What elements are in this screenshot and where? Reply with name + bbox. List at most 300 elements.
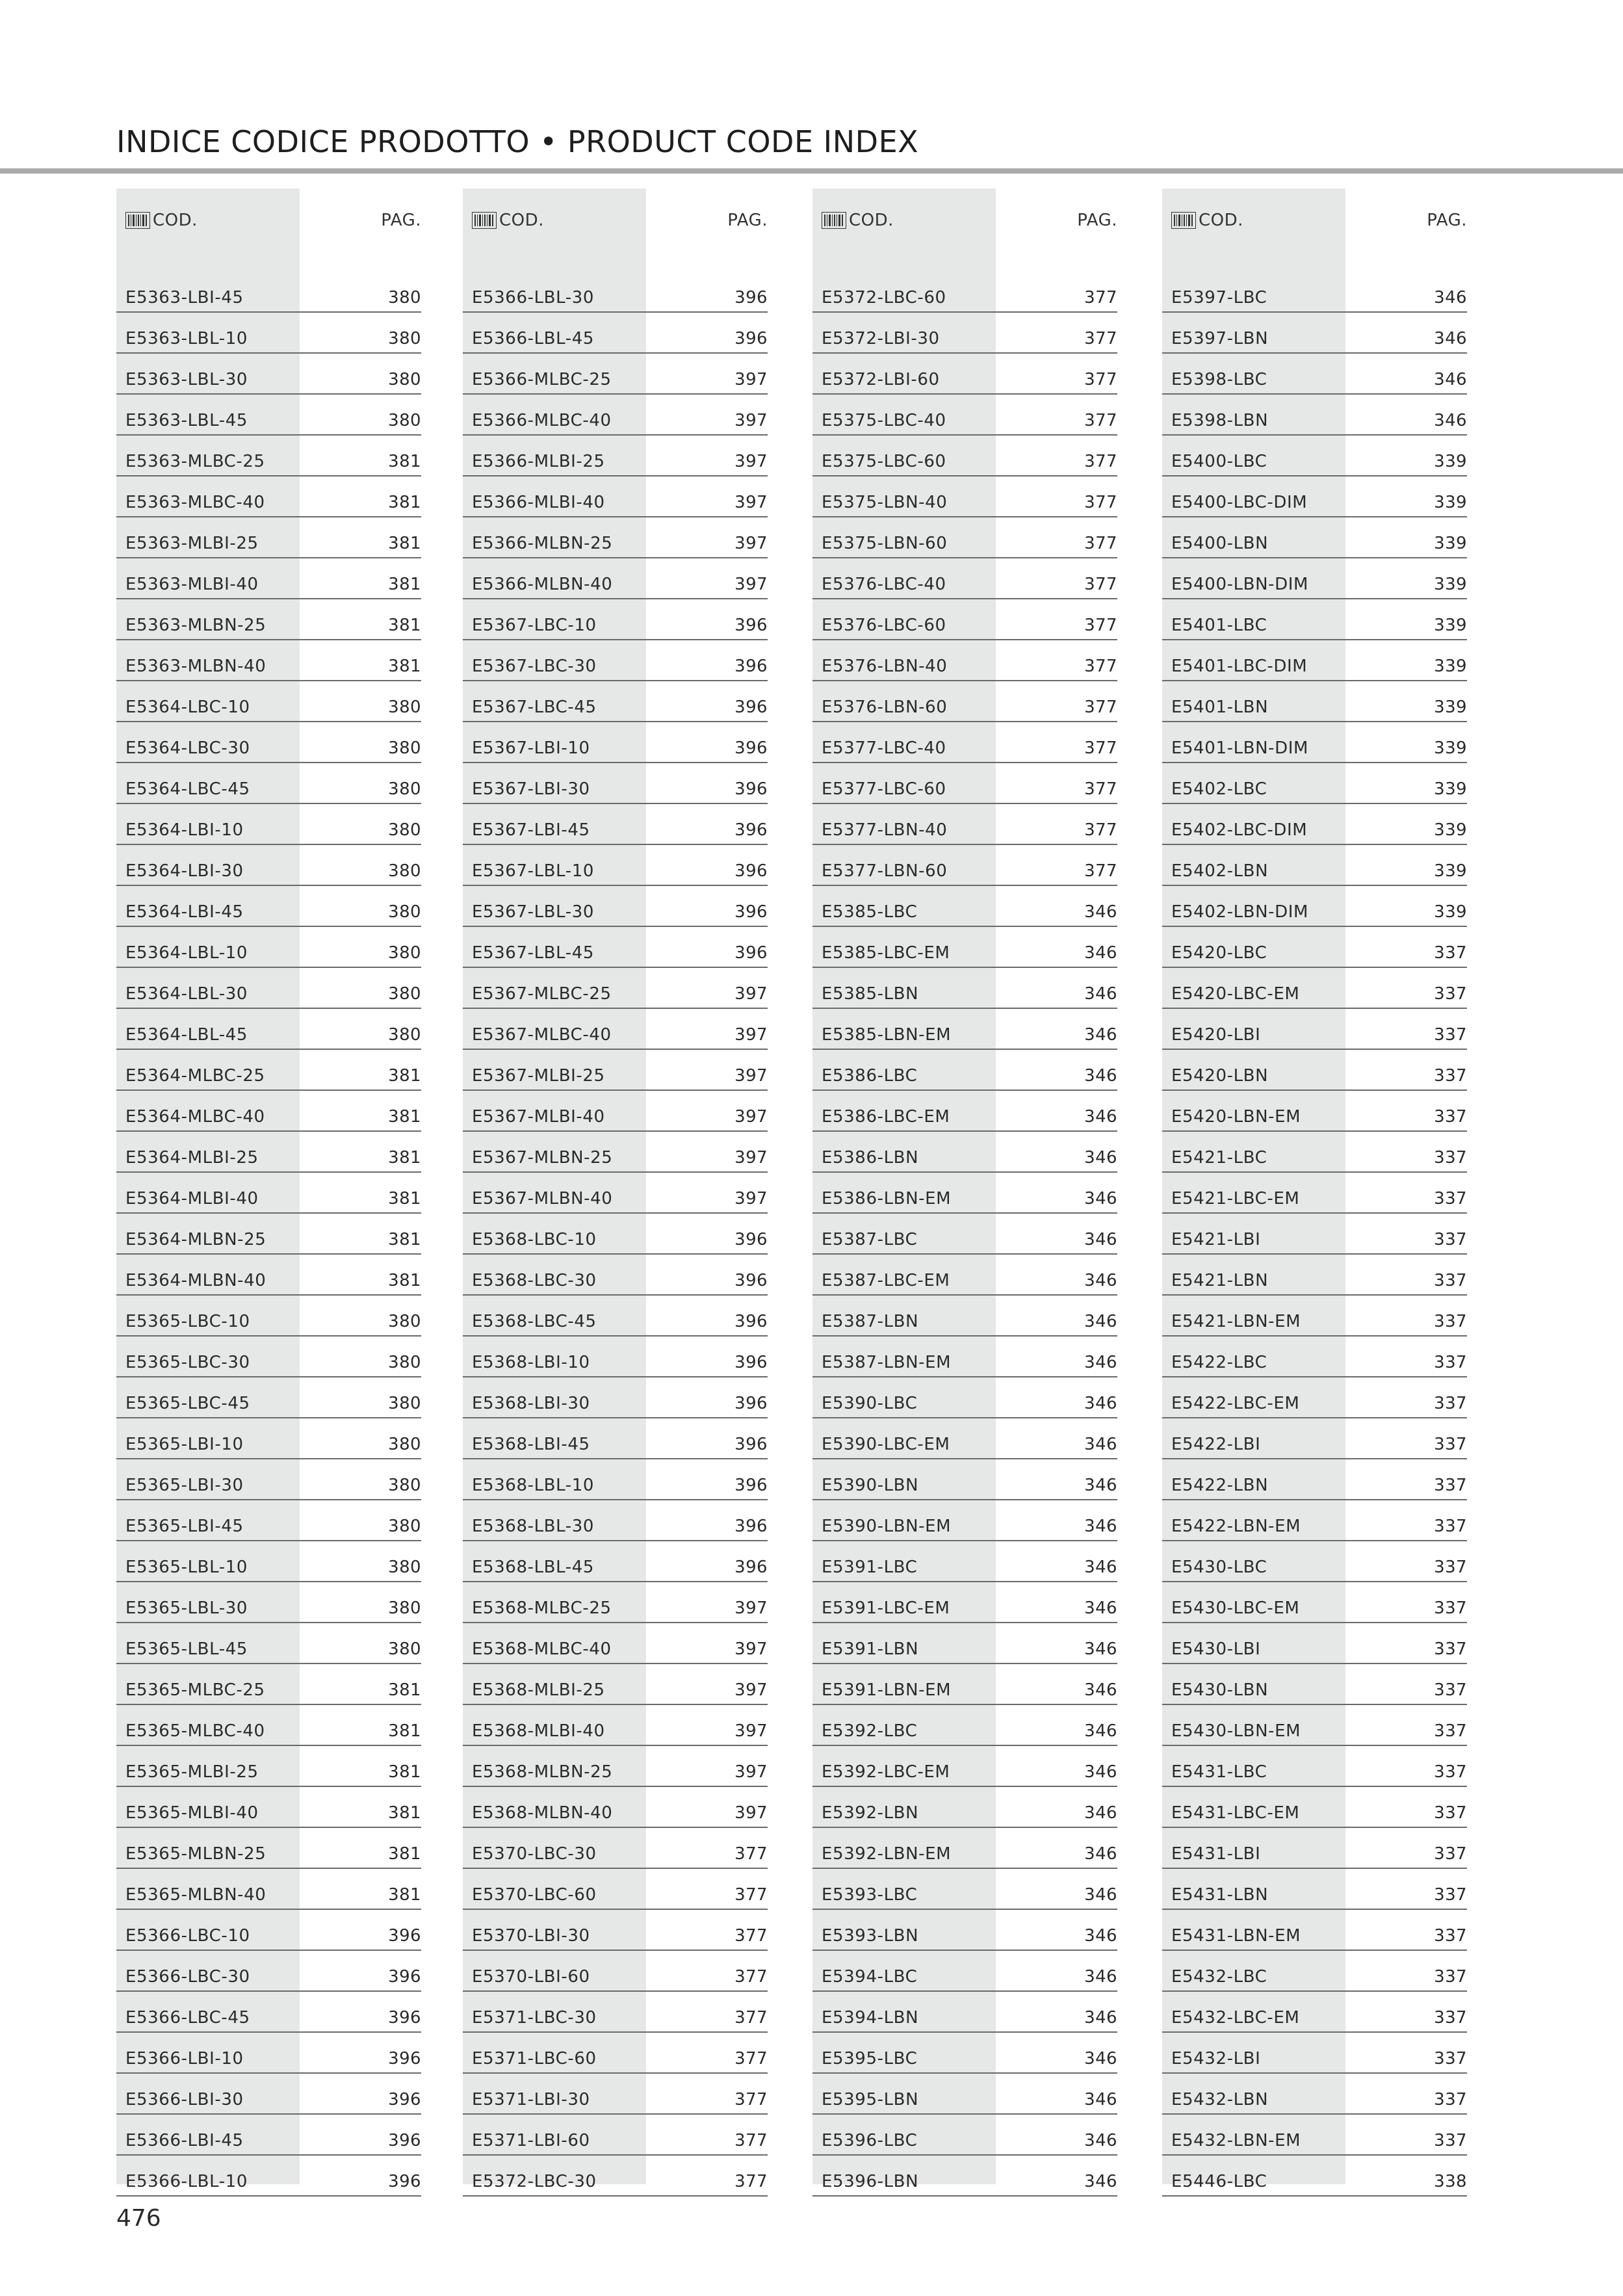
product-code: E5421-LBN-EM xyxy=(1171,1312,1301,1331)
product-code: E5391-LBN-EM xyxy=(822,1680,952,1700)
page-ref: 397 xyxy=(734,493,768,512)
product-code: E5377-LBC-40 xyxy=(822,738,946,758)
index-row xyxy=(1162,763,1467,804)
page-ref: 377 xyxy=(1084,738,1117,758)
product-code: E5430-LBN-EM xyxy=(1171,1721,1301,1741)
product-code: E5368-LBC-45 xyxy=(472,1312,597,1331)
product-code: E5400-LBC xyxy=(1171,452,1267,471)
product-code: E5372-LBC-30 xyxy=(472,2172,597,2191)
index-row xyxy=(1162,1828,1467,1869)
product-code: E5390-LBN xyxy=(822,1476,919,1495)
page-header-label: PAG. xyxy=(381,211,421,230)
product-code: E5376-LBN-40 xyxy=(822,657,948,676)
product-code: E5387-LBN xyxy=(822,1312,919,1331)
product-code: E5387-LBN-EM xyxy=(822,1353,952,1372)
page-ref: 396 xyxy=(734,657,768,676)
index-row xyxy=(1162,845,1467,886)
page-ref: 346 xyxy=(1084,2049,1117,2068)
index-row xyxy=(463,1255,768,1296)
page-ref: 381 xyxy=(388,1066,421,1086)
index-row xyxy=(812,354,1117,395)
product-code: E5401-LBN-DIM xyxy=(1171,738,1309,758)
index-row xyxy=(116,681,421,722)
rows-container xyxy=(463,272,768,2197)
page-ref: 380 xyxy=(388,329,421,348)
product-code: E5365-MLBN-25 xyxy=(125,1844,266,1864)
page-ref: 381 xyxy=(388,493,421,512)
product-code: E5368-MLBN-25 xyxy=(472,1762,613,1782)
page-ref: 346 xyxy=(1084,902,1117,922)
product-code: E5367-LBL-10 xyxy=(472,861,594,881)
product-code: E5364-LBI-10 xyxy=(125,820,244,840)
page-ref: 346 xyxy=(1084,1148,1117,1168)
page-ref: 396 xyxy=(734,698,768,717)
index-row xyxy=(1162,1214,1467,1255)
index-row xyxy=(463,1828,768,1869)
page-ref: 337 xyxy=(1434,943,1467,963)
index-row xyxy=(812,1173,1117,1214)
page-ref: 396 xyxy=(734,779,768,799)
product-code: E5431-LBI xyxy=(1171,1844,1261,1864)
product-code: E5421-LBC xyxy=(1171,1148,1267,1168)
page-ref: 346 xyxy=(1084,1598,1117,1618)
index-row xyxy=(812,599,1117,640)
index-row xyxy=(116,2115,421,2156)
index-row xyxy=(463,2033,768,2074)
product-code: E5394-LBN xyxy=(822,2008,919,2028)
page-ref: 397 xyxy=(734,1598,768,1618)
title-rule xyxy=(0,168,1623,174)
index-row xyxy=(116,1623,421,1664)
page-ref: 380 xyxy=(388,943,421,963)
product-code: E5367-LBI-30 xyxy=(472,779,590,799)
index-row xyxy=(463,886,768,927)
index-row xyxy=(812,1214,1117,1255)
page-ref: 377 xyxy=(734,2049,768,2068)
page-ref: 396 xyxy=(734,943,768,963)
product-code: E5364-MLBN-40 xyxy=(125,1271,266,1290)
column-header xyxy=(1162,189,1467,254)
page-ref: 380 xyxy=(388,738,421,758)
page-ref: 381 xyxy=(388,1189,421,1208)
index-row xyxy=(1162,2074,1467,2115)
index-row xyxy=(116,1992,421,2033)
page-ref: 397 xyxy=(734,1107,768,1127)
page-ref: 346 xyxy=(1084,1189,1117,1208)
index-row xyxy=(1162,640,1467,681)
product-code: E5364-MLBI-40 xyxy=(125,1189,259,1208)
page-ref: 337 xyxy=(1434,1517,1467,1536)
page-ref: 381 xyxy=(388,657,421,676)
product-code: E5365-LBL-10 xyxy=(125,1558,248,1577)
page-ref: 346 xyxy=(1084,1762,1117,1782)
index-row xyxy=(1162,1255,1467,1296)
page-ref: 397 xyxy=(734,1148,768,1168)
index-row xyxy=(1162,517,1467,558)
page-ref: 380 xyxy=(388,1394,421,1413)
index-row xyxy=(1162,599,1467,640)
page-ref: 396 xyxy=(734,1271,768,1290)
page-ref: 339 xyxy=(1434,698,1467,717)
product-code: E5400-LBN xyxy=(1171,534,1269,553)
page-ref: 346 xyxy=(1434,288,1467,307)
product-code: E5366-LBC-30 xyxy=(125,1967,250,1987)
product-code: E5365-LBL-30 xyxy=(125,1598,248,1618)
index-row xyxy=(463,1951,768,1992)
index-row xyxy=(463,763,768,804)
product-code: E5372-LBC-60 xyxy=(822,288,946,307)
index-row xyxy=(116,804,421,845)
page-ref: 381 xyxy=(388,575,421,594)
page-ref: 380 xyxy=(388,820,421,840)
product-code: E5431-LBN xyxy=(1171,1885,1269,1905)
product-code: E5402-LBN-DIM xyxy=(1171,902,1309,922)
code-header-label: COD. xyxy=(153,211,198,230)
page-ref: 337 xyxy=(1434,1803,1467,1823)
page-ref: 337 xyxy=(1434,1926,1467,1946)
product-code: E5367-LBL-45 xyxy=(472,943,594,963)
product-code: E5363-MLBN-40 xyxy=(125,657,266,676)
product-code: E5393-LBN xyxy=(822,1926,919,1946)
index-row xyxy=(1162,1091,1467,1132)
product-code: E5366-MLBI-25 xyxy=(472,452,605,471)
product-code: E5368-LBC-10 xyxy=(472,1230,597,1249)
index-row xyxy=(812,1541,1117,1582)
index-row xyxy=(116,763,421,804)
product-code: E5397-LBN xyxy=(1171,329,1269,348)
index-row xyxy=(1162,1951,1467,1992)
page-ref: 346 xyxy=(1084,2090,1117,2109)
page-ref: 377 xyxy=(1084,370,1117,389)
page-ref: 337 xyxy=(1434,1107,1467,1127)
product-code: E5364-LBL-10 xyxy=(125,943,248,963)
index-row xyxy=(116,1787,421,1828)
index-row xyxy=(1162,886,1467,927)
page-ref: 380 xyxy=(388,698,421,717)
product-code: E5368-MLBC-25 xyxy=(472,1598,612,1618)
index-row xyxy=(116,1582,421,1623)
index-row xyxy=(1162,1623,1467,1664)
product-code: E5368-MLBI-40 xyxy=(472,1721,605,1741)
index-row xyxy=(812,2115,1117,2156)
index-row xyxy=(812,1255,1117,1296)
product-code: E5387-LBC-EM xyxy=(822,1271,950,1290)
index-row xyxy=(463,2115,768,2156)
page-ref: 337 xyxy=(1434,1721,1467,1741)
product-code: E5396-LBC xyxy=(822,2131,918,2150)
index-row xyxy=(463,395,768,436)
page-ref: 377 xyxy=(1084,779,1117,799)
product-code: E5398-LBC xyxy=(1171,370,1267,389)
page-ref: 381 xyxy=(388,452,421,471)
page-ref: 337 xyxy=(1434,2090,1467,2109)
product-code: E5422-LBI xyxy=(1171,1435,1261,1454)
page-title: INDICE CODICE PRODOTTO • PRODUCT CODE INDEX xyxy=(116,124,919,159)
product-code: E5394-LBC xyxy=(822,1967,918,1987)
product-code: E5364-LBC-30 xyxy=(125,738,250,758)
page-ref: 396 xyxy=(388,2090,421,2109)
page-ref: 396 xyxy=(734,616,768,635)
product-code: E5365-LBC-30 xyxy=(125,1353,250,1372)
index-row xyxy=(812,395,1117,436)
page-header-label: PAG. xyxy=(1427,211,1467,230)
index-row xyxy=(116,599,421,640)
product-code: E5392-LBN-EM xyxy=(822,1844,952,1864)
page-ref: 377 xyxy=(734,1885,768,1905)
page-ref: 337 xyxy=(1434,1230,1467,1249)
index-row xyxy=(116,1418,421,1459)
page-ref: 337 xyxy=(1434,1762,1467,1782)
product-code: E5377-LBN-40 xyxy=(822,820,948,840)
index-row xyxy=(812,1910,1117,1951)
index-row xyxy=(116,886,421,927)
product-code: E5385-LBC-EM xyxy=(822,943,950,963)
index-row xyxy=(1162,1132,1467,1173)
product-code: E5386-LBC-EM xyxy=(822,1107,950,1127)
page-ref: 346 xyxy=(1084,1639,1117,1659)
product-code: E5420-LBN xyxy=(1171,1066,1269,1086)
product-code: E5365-LBI-45 xyxy=(125,1517,244,1536)
product-code: E5367-LBC-30 xyxy=(472,657,597,676)
product-code: E5363-MLBN-25 xyxy=(125,616,266,635)
product-code: E5396-LBN xyxy=(822,2172,919,2191)
product-code: E5366-MLBN-25 xyxy=(472,534,613,553)
product-code: E5376-LBC-40 xyxy=(822,575,946,594)
page-ref: 337 xyxy=(1434,1271,1467,1290)
index-row xyxy=(116,558,421,599)
page-ref: 337 xyxy=(1434,1435,1467,1454)
page-ref: 377 xyxy=(1084,452,1117,471)
index-row xyxy=(463,354,768,395)
index-row xyxy=(463,1050,768,1091)
page-ref: 396 xyxy=(388,1926,421,1946)
product-code: E5386-LBN-EM xyxy=(822,1189,952,1208)
page-ref: 380 xyxy=(388,370,421,389)
page-ref: 397 xyxy=(734,1680,768,1700)
index-row xyxy=(812,968,1117,1009)
page-ref: 339 xyxy=(1434,779,1467,799)
index-row xyxy=(116,2033,421,2074)
rows-container xyxy=(1162,272,1467,2197)
index-row xyxy=(1162,1787,1467,1828)
page-ref: 396 xyxy=(734,861,768,881)
index-row xyxy=(812,763,1117,804)
barcode-icon xyxy=(125,212,150,229)
index-row xyxy=(463,1787,768,1828)
page-ref: 377 xyxy=(1084,657,1117,676)
product-code: E5367-MLBN-25 xyxy=(472,1148,613,1168)
product-code: E5401-LBN xyxy=(1171,698,1269,717)
product-code: E5372-LBI-30 xyxy=(822,329,940,348)
product-code: E5370-LBC-30 xyxy=(472,1844,597,1864)
page-ref: 381 xyxy=(388,1271,421,1290)
index-row xyxy=(812,2033,1117,2074)
index-row xyxy=(1162,1296,1467,1337)
page-ref: 396 xyxy=(388,1967,421,1987)
index-row xyxy=(812,1951,1117,1992)
index-row xyxy=(463,1500,768,1541)
page-ref: 380 xyxy=(388,1025,421,1045)
column-header xyxy=(116,189,421,254)
product-code: E5368-LBI-45 xyxy=(472,1435,590,1454)
index-row xyxy=(812,1050,1117,1091)
page-ref: 396 xyxy=(734,1230,768,1249)
page-ref: 380 xyxy=(388,984,421,1004)
page-ref: 396 xyxy=(734,1435,768,1454)
index-row xyxy=(463,1582,768,1623)
index-row xyxy=(812,1459,1117,1500)
page-ref: 396 xyxy=(734,902,768,922)
index-row xyxy=(1162,1664,1467,1705)
page-ref: 396 xyxy=(734,1353,768,1372)
product-code: E5422-LBC xyxy=(1171,1353,1267,1372)
product-code: E5422-LBN xyxy=(1171,1476,1269,1495)
index-row xyxy=(1162,1746,1467,1787)
product-code: E5391-LBC xyxy=(822,1558,918,1577)
page-ref: 346 xyxy=(1084,1926,1117,1946)
index-row xyxy=(812,272,1117,313)
page-ref: 337 xyxy=(1434,1885,1467,1905)
page-ref: 397 xyxy=(734,575,768,594)
page-ref: 381 xyxy=(388,1680,421,1700)
page-ref: 346 xyxy=(1434,411,1467,430)
index-row xyxy=(116,845,421,886)
index-row xyxy=(812,1582,1117,1623)
page-ref: 381 xyxy=(388,1107,421,1127)
page-ref: 396 xyxy=(388,2049,421,2068)
index-row xyxy=(463,1623,768,1664)
index-row xyxy=(463,681,768,722)
page-ref: 397 xyxy=(734,984,768,1004)
product-code: E5363-LBL-10 xyxy=(125,329,248,348)
product-code: E5366-MLBC-25 xyxy=(472,370,612,389)
page-ref: 380 xyxy=(388,1312,421,1331)
product-code: E5401-LBC-DIM xyxy=(1171,657,1308,676)
product-code: E5363-MLBI-25 xyxy=(125,534,259,553)
index-row xyxy=(116,1746,421,1787)
page-ref: 377 xyxy=(1084,575,1117,594)
page-ref: 377 xyxy=(1084,698,1117,717)
product-code: E5363-MLBI-40 xyxy=(125,575,259,594)
index-row xyxy=(463,1377,768,1418)
product-code: E5392-LBN xyxy=(822,1803,919,1823)
product-code: E5368-LBC-30 xyxy=(472,1271,597,1290)
index-row xyxy=(1162,1377,1467,1418)
product-code: E5395-LBN xyxy=(822,2090,919,2109)
index-row xyxy=(1162,927,1467,968)
product-code: E5376-LBN-60 xyxy=(822,698,948,717)
page-ref: 346 xyxy=(1084,1721,1117,1741)
page-ref: 337 xyxy=(1434,1312,1467,1331)
index-row xyxy=(463,1091,768,1132)
product-code: E5363-LBI-45 xyxy=(125,288,244,307)
index-row xyxy=(463,1746,768,1787)
page-ref: 381 xyxy=(388,1762,421,1782)
page-ref: 346 xyxy=(1084,1271,1117,1290)
index-row xyxy=(116,1173,421,1214)
index-row xyxy=(1162,1050,1467,1091)
product-code: E5431-LBN-EM xyxy=(1171,1926,1301,1946)
product-code: E5385-LBC xyxy=(822,902,918,922)
product-code: E5430-LBC xyxy=(1171,1558,1267,1577)
page-ref: 381 xyxy=(388,1721,421,1741)
page-ref: 339 xyxy=(1434,616,1467,635)
page-ref: 346 xyxy=(1084,1353,1117,1372)
index-row xyxy=(463,1337,768,1377)
index-row xyxy=(116,517,421,558)
product-code: E5391-LBN xyxy=(822,1639,919,1659)
page-ref: 396 xyxy=(734,1558,768,1577)
index-row xyxy=(812,1705,1117,1746)
index-row xyxy=(812,1869,1117,1910)
page-ref: 396 xyxy=(388,2008,421,2028)
page-ref: 339 xyxy=(1434,738,1467,758)
page-ref: 346 xyxy=(1084,2131,1117,2150)
page-ref: 377 xyxy=(734,2131,768,2150)
page-ref: 397 xyxy=(734,1066,768,1086)
index-row xyxy=(812,1091,1117,1132)
index-row xyxy=(116,722,421,763)
product-code: E5432-LBC xyxy=(1171,1967,1267,1987)
page-ref: 377 xyxy=(734,2008,768,2028)
index-row xyxy=(812,313,1117,354)
product-code: E5368-LBL-30 xyxy=(472,1517,594,1536)
product-code: E5431-LBC xyxy=(1171,1762,1267,1782)
index-row xyxy=(463,1705,768,1746)
product-code: E5392-LBC-EM xyxy=(822,1762,950,1782)
index-row xyxy=(1162,476,1467,517)
index-row xyxy=(463,558,768,599)
page-ref: 396 xyxy=(734,820,768,840)
page-ref: 381 xyxy=(388,616,421,635)
page-ref: 396 xyxy=(734,1394,768,1413)
index-row xyxy=(812,1623,1117,1664)
product-code: E5390-LBC-EM xyxy=(822,1435,950,1454)
index-row xyxy=(1162,1541,1467,1582)
page-ref: 396 xyxy=(734,288,768,307)
index-row xyxy=(463,1992,768,2033)
index-row xyxy=(463,640,768,681)
product-code: E5365-LBC-10 xyxy=(125,1312,250,1331)
index-row xyxy=(463,272,768,313)
product-code: E5367-MLBI-25 xyxy=(472,1066,605,1086)
product-code: E5366-LBL-45 xyxy=(472,329,594,348)
product-code: E5386-LBC xyxy=(822,1066,918,1086)
product-code: E5401-LBC xyxy=(1171,616,1267,635)
product-code: E5392-LBC xyxy=(822,1721,918,1741)
product-code: E5377-LBC-60 xyxy=(822,779,946,799)
page-ref: 346 xyxy=(1084,1435,1117,1454)
product-code: E5363-MLBC-25 xyxy=(125,452,265,471)
index-row xyxy=(1162,1869,1467,1910)
page-ref: 346 xyxy=(1084,1025,1117,1045)
index-row xyxy=(463,804,768,845)
index-row xyxy=(463,1009,768,1050)
page-ref: 377 xyxy=(734,1844,768,1864)
index-row xyxy=(116,1664,421,1705)
page-ref: 346 xyxy=(1084,1558,1117,1577)
index-row xyxy=(1162,1500,1467,1541)
page-ref: 346 xyxy=(1084,2008,1117,2028)
page-ref: 397 xyxy=(734,370,768,389)
index-row xyxy=(1162,1992,1467,2033)
product-code: E5363-LBL-45 xyxy=(125,411,248,430)
index-column-3 xyxy=(812,189,1117,2191)
product-code: E5430-LBC-EM xyxy=(1171,1598,1300,1618)
page-ref: 380 xyxy=(388,861,421,881)
rows-container xyxy=(116,272,421,2197)
page-ref: 381 xyxy=(388,1844,421,1864)
